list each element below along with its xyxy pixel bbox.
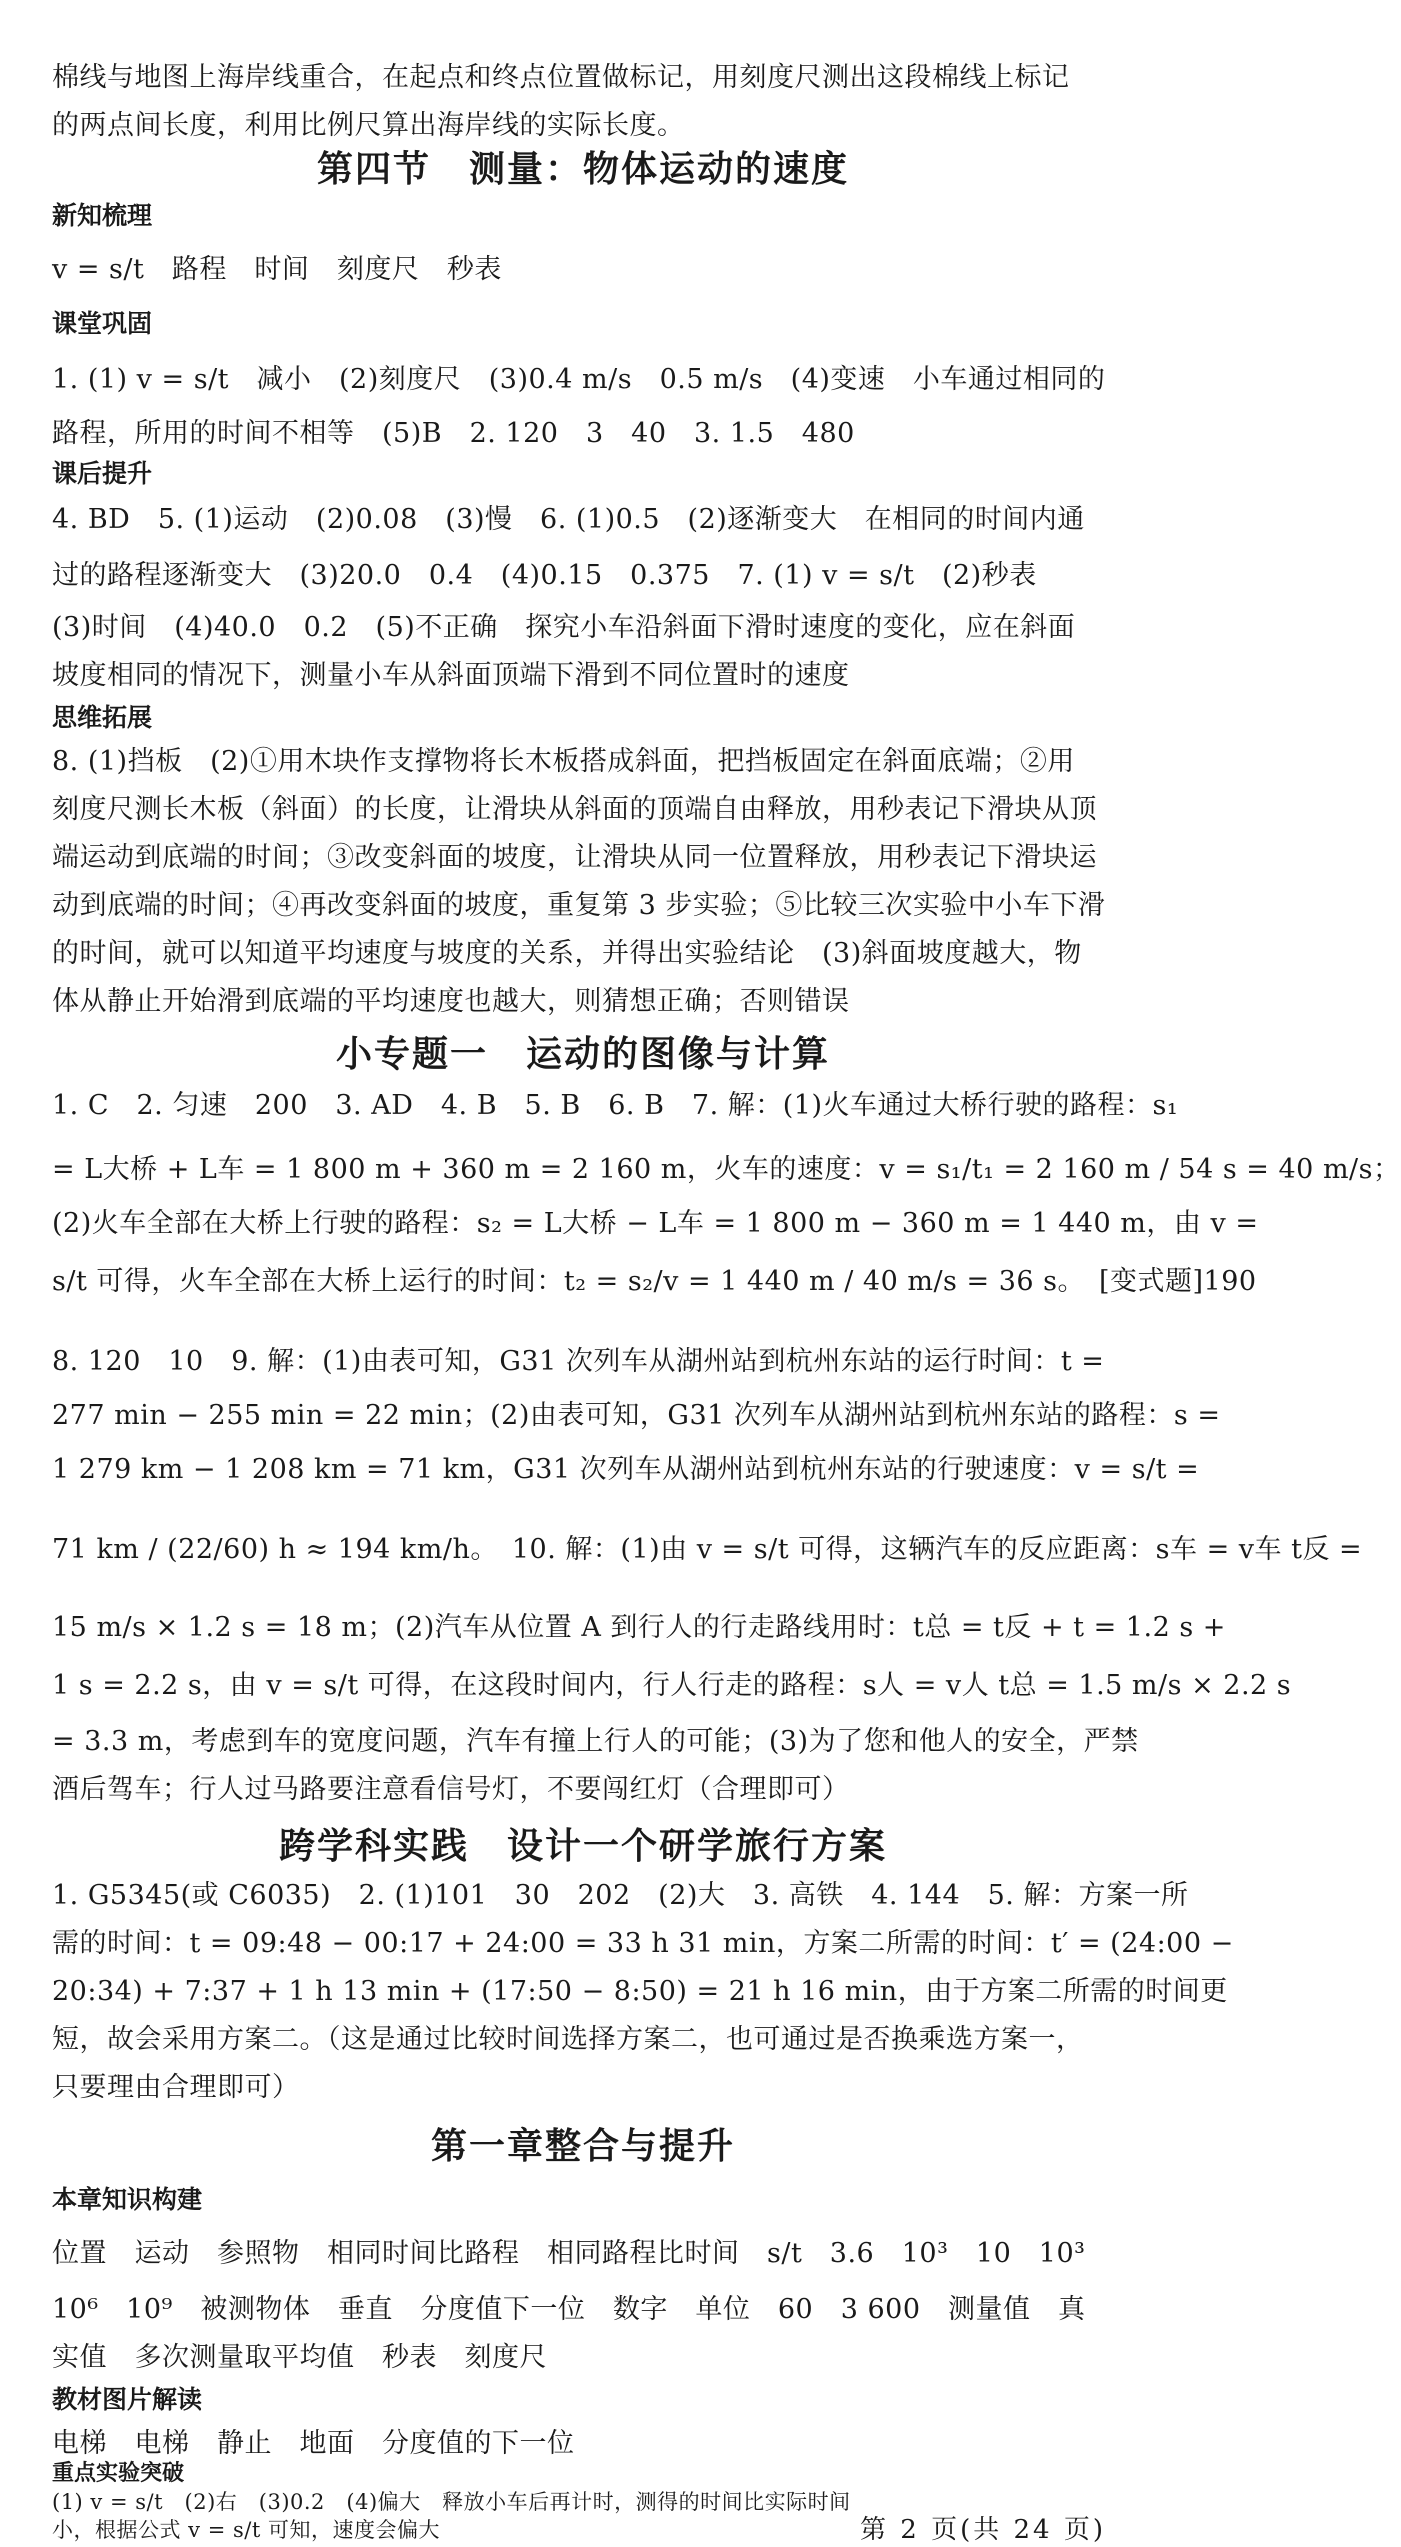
text-line: 体从静止开始滑到底端的平均速度也越大，则猜想正确；否则错误: [52, 986, 850, 1017]
section-title: 第四节 测量：物体运动的速度: [316, 149, 849, 190]
text-line: 坡度相同的情况下，测量小车从斜面顶端下滑到不同位置时的速度: [52, 660, 850, 691]
subsection-heading: 思维拓展: [52, 703, 153, 732]
text-line: 4. BD 5. (1)运动 (2)0.08 (3)慢 6. (1)0.5 (2)逐渐变大 在相同的时间内通: [52, 504, 1085, 535]
subsection-heading: 新知梳理: [52, 201, 153, 230]
text-line: 1. G5345(或 C6035) 2. (1)101 30 202 (2)大 3. 高铁 4. 144 5. 解：方案一所: [52, 1880, 1189, 1911]
text-line: 短，故会采用方案二。（这是通过比较时间选择方案二，也可通过是否换乘选方案一，: [52, 2024, 1084, 2055]
text-line: 棉线与地图上海岸线重合，在起点和终点位置做标记，用刻度尺测出这段棉线上标记: [52, 62, 1070, 93]
text-line: 1 s = 2.2 s，由 v = s/t 可得，在这段时间内，行人行走的路程：s人 = v人 t总 = 1.5 m/s × 2.2 s: [52, 1670, 1292, 1701]
text-line: 20:34) + 7:37 + 1 h 13 min + (17:50 − 8:50) = 21 h 16 min，由于方案二所需的时间更: [52, 1976, 1228, 2007]
text-line: 277 min − 255 min = 22 min；(2)由表可知，G31 次列车从湖州站到杭州东站的路程：s =: [52, 1400, 1221, 1431]
text-line: 实值 多次测量取平均值 秒表 刻度尺: [52, 2342, 547, 2373]
section-title: 第一章整合与提升: [430, 2126, 735, 2167]
text-line: 15 m/s × 1.2 s = 18 m；(2)汽车从位置 A 到行人的行走路线用时：t总 = t反 + t = 1.2 s +: [52, 1612, 1226, 1643]
text-line: s/t 可得，火车全部在大桥上运行的时间：t₂ = s₂/v = 1 440 m / 40 m/s = 36 s。 [变式题]190: [52, 1266, 1257, 1297]
bottom-block: [0, 2460, 1166, 2547]
text-line: 的时间，就可以知道平均速度与坡度的关系，并得出实验结论 (3)斜面坡度越大，物: [52, 938, 1082, 969]
text-line: (2)火车全部在大桥上行驶的路程：s₂ = L大桥 − L车 = 1 800 m − 360 m = 1 440 m，由 v =: [52, 1208, 1259, 1239]
text-line: 需的时间：t = 09:48 − 00:17 + 24:00 = 33 h 31 min，方案二所需的时间：t′ = (24:00 −: [52, 1928, 1234, 1959]
text-line: 1 279 km − 1 208 km = 71 km，G31 次列车从湖州站到杭州东站的行驶速度：v = s/t =: [52, 1454, 1200, 1485]
page-footer: 第 2 页(共 24 页): [860, 2515, 1106, 2545]
text-line: 电梯 电梯 静止 地面 分度值的下一位: [52, 2428, 575, 2459]
section-title: 跨学科实践 设计一个研学旅行方案: [278, 1826, 887, 1867]
text-line: 端运动到底端的时间；③改变斜面的坡度，让滑块从同一位置释放，用秒表记下滑块运: [52, 842, 1097, 873]
text-line: 过的路程逐渐变大 (3)20.0 0.4 (4)0.15 0.375 7. (1) v = s/t (2)秒表: [52, 560, 1037, 591]
text-line: v = s/t 路程 时间 刻度尺 秒表: [52, 254, 502, 285]
subsection-heading: 重点实验突破: [52, 2461, 185, 2486]
subsection-heading: 课堂巩固: [52, 309, 153, 338]
text-line: 10⁶ 10⁹ 被测物体 垂直 分度值下一位 数字 单位 60 3 600 测量值 真: [52, 2294, 1086, 2325]
text-line: 酒后驾车；行人过马路要注意看信号灯，不要闯红灯（合理即可）: [52, 1774, 850, 1805]
text-line: 小，根据公式 v = s/t 可知，速度会偏大: [52, 2518, 440, 2542]
text-line: 8. (1)挡板 (2)①用木块作支撑物将长木板搭成斜面，把挡板固定在斜面底端；②用: [52, 746, 1075, 777]
text-line: = 3.3 m，考虑到车的宽度问题，汽车有撞上行人的可能；(3)为了您和他人的安全，严禁: [52, 1726, 1139, 1757]
text-line: 位置 运动 参照物 相同时间比路程 相同路程比时间 s/t 3.6 10³ 10 10³: [52, 2238, 1086, 2269]
text-line: (3)时间 (4)40.0 0.2 (5)不正确 探究小车沿斜面下滑时速度的变化，应在斜面: [52, 612, 1076, 643]
subsection-heading: 教材图片解读: [52, 2385, 203, 2414]
text-line: (1) v = s/t (2)右 (3)0.2 (4)偏大 释放小车后再计时，测得的时间比实际时间: [52, 2490, 851, 2514]
text-line: 动到底端的时间；④再改变斜面的坡度，重复第 3 步实验；⑤比较三次实验中小车下滑: [52, 890, 1106, 921]
text-line: = L大桥 + L车 = 1 800 m + 360 m = 2 160 m，火车的速度：v = s₁/t₁ = 2 160 m / 54 s = 40 m/s；: [52, 1154, 1401, 1185]
text-line: 71 km / (22/60) h ≈ 194 km/h。 10. 解：(1)由 v = s/t 可得，这辆汽车的反应距离：s车 = v车 t反 =: [52, 1534, 1363, 1565]
subsection-heading: 课后提升: [52, 459, 153, 488]
text-line: 8. 120 10 9. 解：(1)由表可知，G31 次列车从湖州站到杭州东站的运行时间：t =: [52, 1346, 1105, 1377]
text-line: 的两点间长度，利用比例尺算出海岸线的实际长度。: [52, 110, 685, 141]
text-line: 只要理由合理即可）: [52, 2072, 300, 2103]
text-line: 刻度尺测长木板（斜面）的长度，让滑块从斜面的顶端自由释放，用秒表记下滑块从顶: [52, 794, 1097, 825]
section-title: 小专题一 运动的图像与计算: [335, 1034, 830, 1075]
subsection-heading: 本章知识构建: [52, 2185, 203, 2214]
text-line: 路程，所用的时间不相等 (5)B 2. 120 3 40 3. 1.5 480: [52, 418, 855, 449]
text-line: 1. (1) v = s/t 减小 (2)刻度尺 (3)0.4 m/s 0.5 m/s (4)变速 小车通过相同的: [52, 364, 1106, 395]
text-line: 1. C 2. 匀速 200 3. AD 4. B 5. B 6. B 7. 解：(1)火车通过大桥行驶的路程：s₁: [52, 1090, 1179, 1121]
